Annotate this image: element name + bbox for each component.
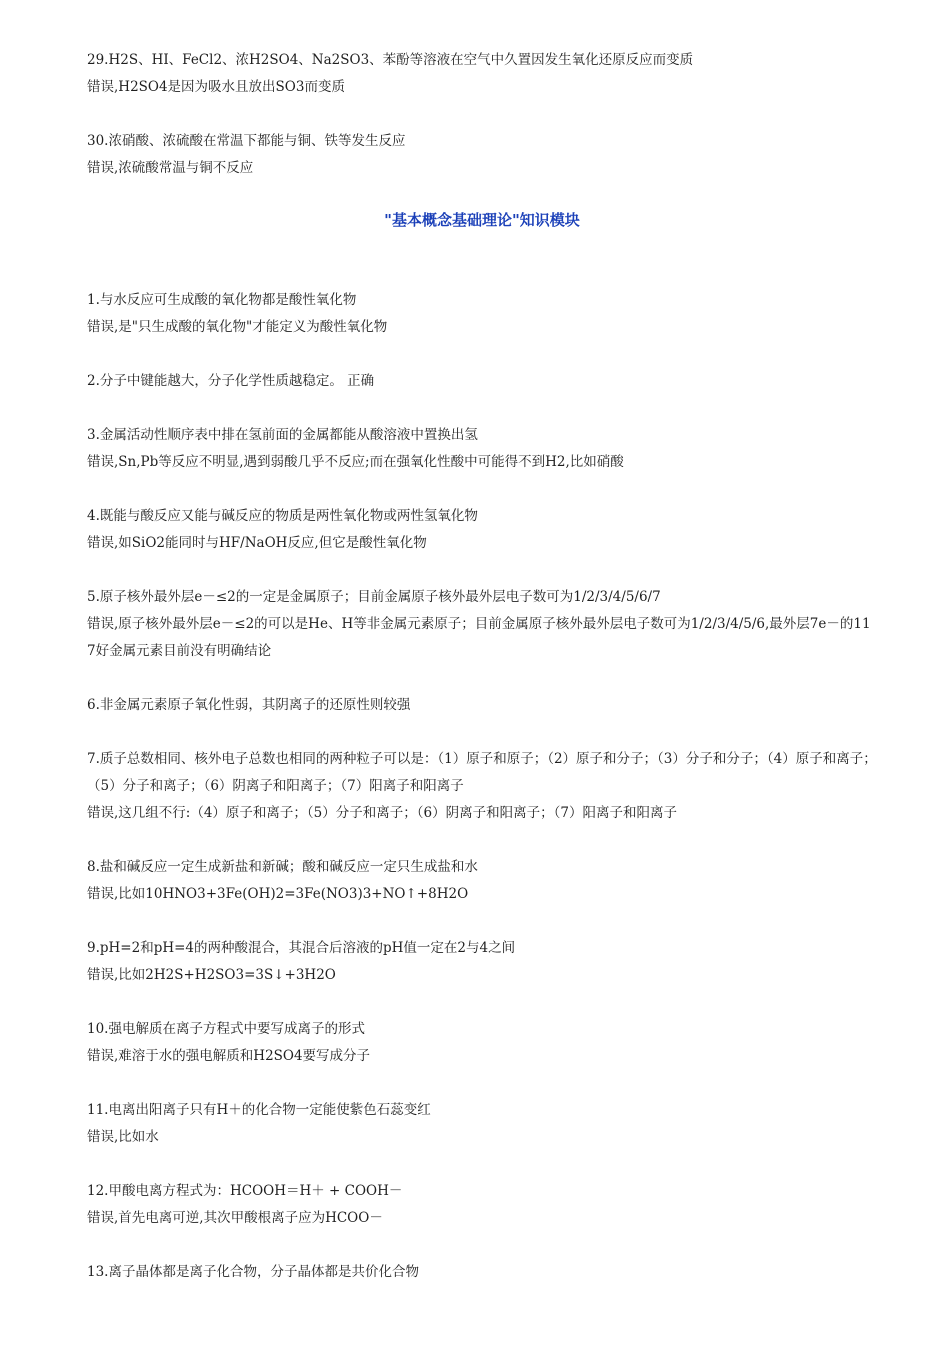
item-explanation: 错误,这几组不行:（4）原子和离子；（5）分子和离子；（6）阴离子和阳离子；（7）阳离子和阳离子 — [87, 805, 677, 821]
knowledge-item-9 — [87, 935, 877, 989]
item-statement: 6.非金属元素原子氧化性弱，其阴离子的还原性则较强 — [87, 697, 411, 713]
item-explanation: 错误,如SiO2能同时与HF/NaOH反应,但它是酸性氧化物 — [87, 535, 427, 551]
item-explanation: 错误,Sn,Pb等反应不明显,遇到弱酸几乎不反应;而在强氧化性酸中可能得不到H2,比如硝酸 — [87, 454, 624, 470]
knowledge-item-30 — [87, 128, 877, 182]
knowledge-item-6 — [87, 692, 877, 719]
item-explanation: 错误,是"只生成酸的氧化物"才能定义为酸性氧化物 — [87, 319, 388, 335]
item-explanation: 错误,H2SO4是因为吸水且放出SO3而变质 — [87, 79, 345, 95]
knowledge-item-5 — [87, 584, 877, 665]
item-statement: 1.与水反应可生成酸的氧化物都是酸性氧化物 — [87, 292, 357, 308]
item-statement: 10.强电解质在离子方程式中要写成离子的形式 — [87, 1021, 365, 1037]
item-statement: 29.H2S、HI、FeCl2、浓H2SO4、Na2SO3、苯酚等溶液在空气中久置因发生氧化还原反应而变质 — [87, 52, 694, 68]
item-statement: 2.分子中键能越大，分子化学性质越稳定。 正确 — [87, 373, 375, 389]
knowledge-item-4 — [87, 503, 877, 557]
item-explanation: 错误,原子核外最外层e－≤2的可以是He、H等非金属元素原子；目前金属原子核外最外层电子数可为1/2/3/4/5/6,最外层7e－的117好金属元素目前没有明确结论 — [87, 616, 871, 659]
item-statement: 3.金属活动性顺序表中排在氢前面的金属都能从酸溶液中置换出氢 — [87, 427, 478, 443]
knowledge-item-1 — [87, 287, 877, 341]
knowledge-item-11 — [87, 1097, 877, 1151]
knowledge-item-2 — [87, 368, 877, 395]
item-explanation: 错误,难溶于水的强电解质和H2SO4要写成分子 — [87, 1048, 371, 1064]
item-explanation: 错误,比如水 — [87, 1129, 159, 1145]
item-statement: 30.浓硝酸、浓硫酸在常温下都能与铜、铁等发生反应 — [87, 133, 406, 149]
knowledge-item-8 — [87, 854, 877, 908]
item-explanation: 错误,比如2H2S+H2SO3=3S↓+3H2O — [87, 967, 336, 983]
item-statement: 4.既能与酸反应又能与碱反应的物质是两性氧化物或两性氢氧化物 — [87, 508, 478, 524]
item-statement: 5.原子核外最外层e－≤2的一定是金属原子；目前金属原子核外最外层电子数可为1/2/3/4/5/6/7 — [87, 589, 661, 605]
section-title: "基本概念基础理论"知识模块 — [384, 211, 580, 229]
knowledge-item-12 — [87, 1178, 877, 1232]
item-statement: 7.质子总数相同、核外电子总数也相同的两种粒子可以是：（1）原子和原子；（2）原子和分子；（3）分子和分子；（4）原子和离子；（5）分子和离子；（6）阴离子和阳离子；（7）阳离子和阳离子 — [87, 751, 877, 794]
item-statement: 11.电离出阳离子只有H＋的化合物一定能使紫色石蕊变红 — [87, 1102, 431, 1118]
document-page — [87, 47, 877, 1313]
item-statement: 12.甲酸电离方程式为：HCOOH＝H＋ + COOH－ — [87, 1183, 403, 1199]
knowledge-item-3 — [87, 422, 877, 476]
knowledge-item-29 — [87, 47, 877, 101]
item-statement: 8.盐和碱反应一定生成新盐和新碱；酸和碱反应一定只生成盐和水 — [87, 859, 478, 875]
item-statement: 9.pH=2和pH=4的两种酸混合，其混合后溶液的pH值一定在2与4之间 — [87, 940, 516, 956]
item-explanation: 错误,浓硫酸常温与铜不反应 — [87, 160, 254, 176]
knowledge-item-7 — [87, 746, 877, 827]
knowledge-item-13 — [87, 1259, 877, 1286]
item-explanation: 错误,首先电离可逆,其次甲酸根离子应为HCOO－ — [87, 1210, 383, 1226]
knowledge-item-10 — [87, 1016, 877, 1070]
item-explanation: 错误,比如10HNO3+3Fe(OH)2=3Fe(NO3)3+NO↑+8H2O — [87, 886, 469, 902]
item-statement: 13.离子晶体都是离子化合物，分子晶体都是共价化合物 — [87, 1264, 419, 1280]
